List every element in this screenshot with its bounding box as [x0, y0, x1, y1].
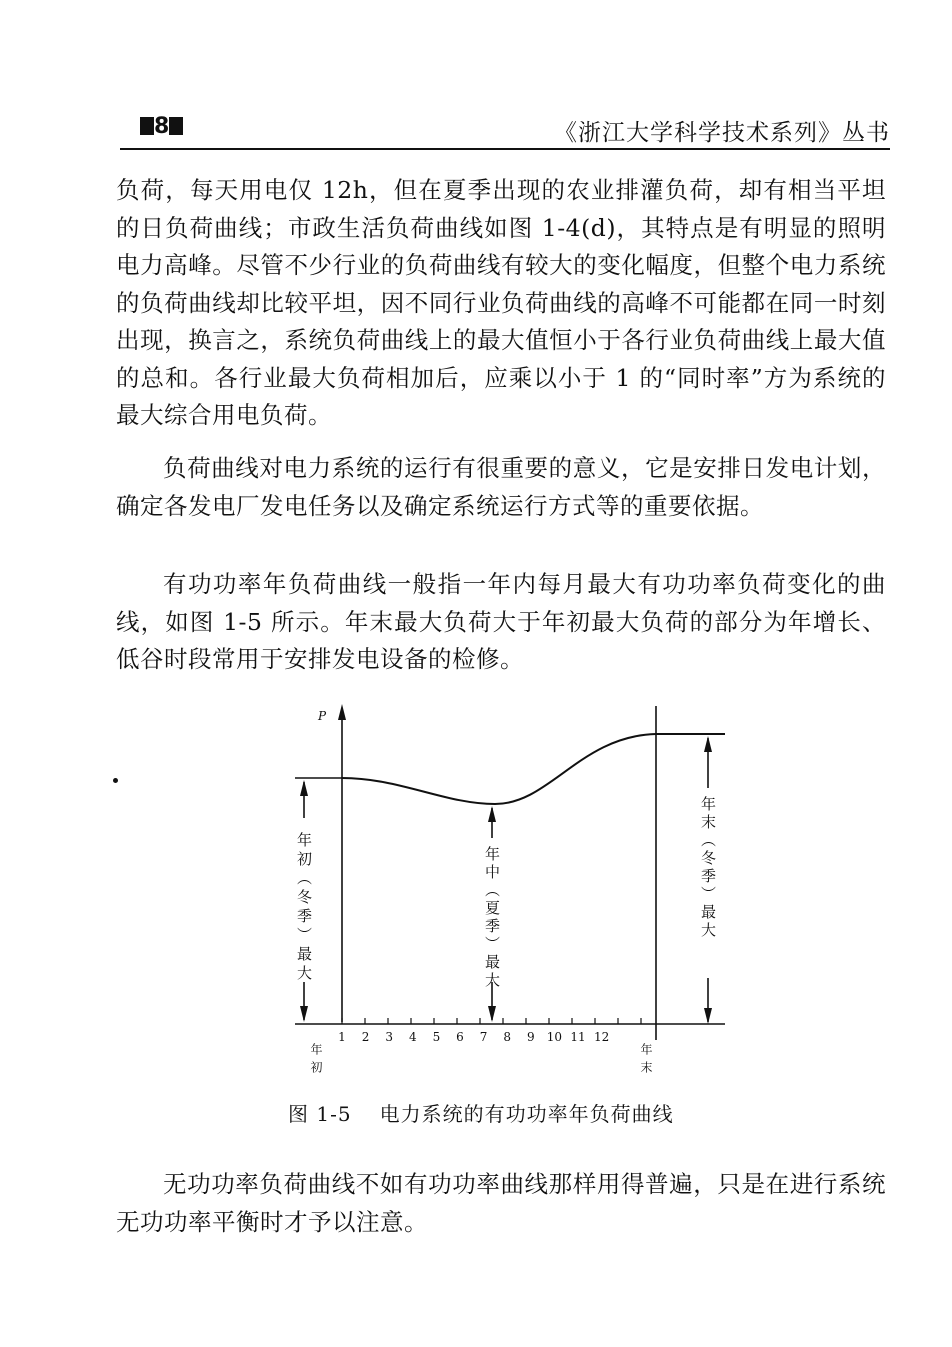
p-axis-arrow: [338, 704, 346, 720]
x-tick-label: 2: [361, 1030, 370, 1044]
x-start-label: 年初: [309, 1043, 323, 1079]
x-tick-label: 10: [546, 1030, 563, 1044]
paragraph-2: 负荷曲线对电力系统的运行有很重要的意义，它是安排日发电计划，确定各发电厂发电任务以及确定系统运行方式等的重要依据。: [116, 454, 886, 520]
y-axis-label: P: [318, 709, 327, 723]
x-tick-label: 6: [456, 1030, 464, 1044]
page-number: [140, 114, 183, 139]
x-tick-label: 4: [408, 1030, 417, 1044]
block-mark-left: [140, 117, 154, 135]
series-title: 《浙江大学科学技术系列》丛书: [554, 120, 890, 146]
annotation-start: 年初（冬季）最大: [295, 832, 313, 984]
x-tick-label: 5: [432, 1030, 441, 1044]
page-header: [120, 108, 890, 148]
x-tick-labels: [338, 1030, 609, 1044]
x-tick-label: 3: [385, 1030, 394, 1044]
page-number-text: 8: [154, 114, 170, 139]
mid-arrowhead-up: [488, 806, 496, 822]
paragraph-1: 负荷，每天用电仅 12h，但在夏季出现的农业排灌负荷，却有相当平坦的日负荷曲线；市政生活负荷曲线如图 1-4(d)，其特点是有明显的照明电力高峰。尽管不少行业的负荷曲线有较大的变化幅度，但整个电力系统的负荷曲线却比较平坦，因不同行业负荷曲线的高峰不可能都在同一时刻出现，换言之，系统负荷曲线上的最大值恒小于各行业负荷曲线上最大值的总和。各行业最大负荷相加后，应乘以小于 1 的“同时率”方为系统的最大综合用电负荷。: [116, 176, 886, 429]
caption-text: 电力系统的有功功率年负荷曲线: [379, 1102, 674, 1126]
figure-caption: [288, 1098, 674, 1127]
figure-1-5: [280, 700, 750, 1095]
paragraph-3: 有功功率年负荷曲线一般指一年内每月最大有功功率负荷变化的曲线，如图 1-5 所示。年末最大负荷大于年初最大负荷的部分为年增长、低谷时段常用于安排发电设备的检修。: [116, 570, 886, 673]
load-curve-figure: [280, 700, 750, 1095]
annotation-mid: 年中（夏季）最大: [483, 846, 501, 990]
scan-dot: [113, 778, 118, 783]
x-tick-label: 9: [526, 1030, 535, 1044]
annotation-end: 年末（冬季）最大: [699, 796, 717, 940]
header-rule: [120, 148, 890, 150]
x-tick-label: 11: [570, 1030, 586, 1044]
caption-number: 图 1-5: [288, 1102, 352, 1126]
x-tick-label: 7: [479, 1030, 488, 1044]
x-end-label: 年末: [639, 1043, 653, 1079]
start-arrowhead-down: [300, 1006, 308, 1022]
paragraph-4: 无功功率负荷曲线不如有功功率曲线那样用得普遍，只是在进行系统无功功率平衡时才予以注意。: [116, 1170, 886, 1236]
x-tick-label: 8: [503, 1030, 512, 1044]
x-tick-label: 12: [593, 1030, 610, 1044]
block-mark-right: [169, 117, 183, 135]
start-arrowhead-up: [300, 780, 308, 796]
mid-arrowhead-down: [488, 1006, 496, 1022]
end-arrowhead-down: [704, 1008, 712, 1024]
load-curve: [342, 734, 725, 804]
end-arrowhead-up: [704, 736, 712, 752]
x-tick-label: 1: [338, 1030, 346, 1044]
